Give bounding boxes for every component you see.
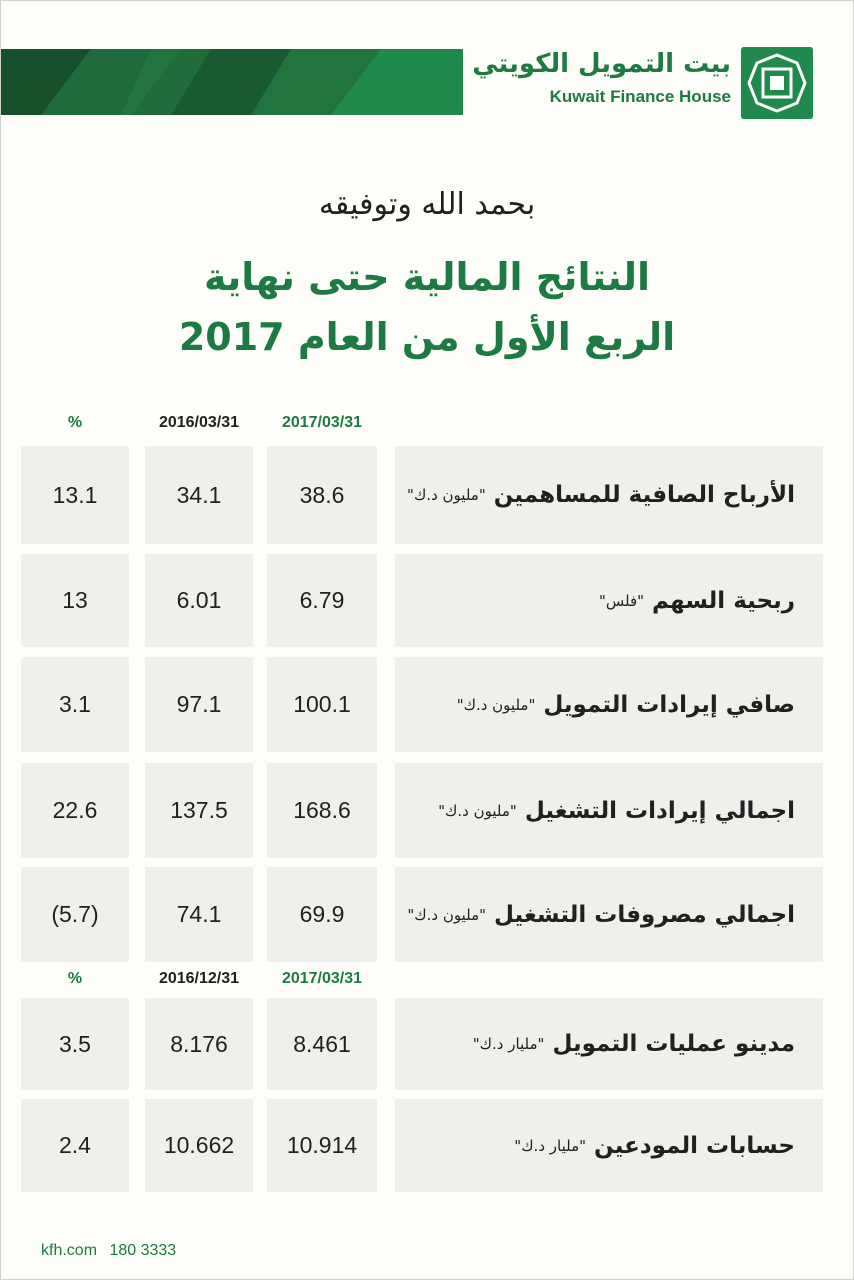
cell-current: 8.461	[267, 998, 377, 1090]
row-label	[395, 763, 823, 858]
row-label	[395, 998, 823, 1090]
cell-current: 69.9	[267, 867, 377, 962]
column-header-current: 2017/03/31	[281, 414, 363, 431]
row-label-text: اجمالي إيرادات التشغيل	[524, 797, 795, 824]
cell-percent: (5.7)	[21, 867, 129, 962]
row-unit: "مليار د.ك"	[514, 1136, 587, 1155]
intro-text: بحمد الله وتوفيقه	[318, 187, 536, 222]
footer	[41, 1242, 176, 1260]
row-label-text: اجمالي مصروفات التشغيل	[494, 901, 795, 928]
row-label-text: الأرباح الصافية للمساهمين	[493, 482, 795, 508]
table-row	[21, 657, 823, 752]
cell-percent: 3.1	[21, 657, 129, 752]
row-unit: "مليون د.ك"	[438, 801, 517, 820]
cell-previous: 74.1	[145, 867, 253, 962]
cell-previous: 97.1	[145, 657, 253, 752]
cell-current: 6.79	[267, 554, 377, 647]
cell-previous: 137.5	[145, 763, 253, 858]
row-unit: "مليار د.ك"	[472, 1035, 545, 1053]
column-header-previous: 2016/03/31	[158, 414, 240, 431]
logo-english-name: Kuwait Finance House	[549, 87, 731, 106]
cell-percent: 3.5	[21, 998, 129, 1090]
cell-previous: 10.662	[145, 1099, 253, 1192]
row-label	[395, 554, 823, 647]
cell-current: 10.914	[267, 1099, 377, 1192]
cell-current: 168.6	[267, 763, 377, 858]
cell-percent: 2.4	[21, 1099, 129, 1192]
table-row	[21, 446, 823, 544]
row-label	[395, 657, 823, 752]
title-line-1: النتائج المالية حتى نهاية	[203, 255, 651, 299]
title-line-2: الربع الأول من العام 2017	[178, 315, 676, 359]
row-label-text: حسابات المودعين	[594, 1132, 795, 1159]
row-unit: "مليون د.ك"	[456, 695, 536, 714]
row-unit: "فلس"	[598, 591, 645, 610]
row-label-text: صافي إيرادات التمويل	[543, 691, 795, 718]
row-label	[395, 1099, 823, 1192]
cell-previous: 8.176	[145, 998, 253, 1090]
cell-percent: 13.1	[21, 446, 129, 544]
column-header-previous: 2016/12/31	[158, 970, 240, 987]
cell-current: 38.6	[267, 446, 377, 544]
footer-website-link[interactable]: kfh.com	[41, 1242, 98, 1259]
table-row	[21, 1099, 823, 1192]
table-row	[21, 998, 823, 1090]
footer-phone: 180 3333	[109, 1242, 177, 1259]
kfh-logo	[453, 47, 813, 119]
row-unit: "مليون د.ك"	[407, 486, 486, 504]
header-banner	[1, 49, 463, 115]
table-row	[21, 554, 823, 647]
cell-percent: 13	[21, 554, 129, 647]
row-unit: "مليون د.ك"	[407, 905, 487, 924]
cell-previous: 6.01	[145, 554, 253, 647]
kfh-emblem-icon	[741, 47, 813, 119]
cell-previous: 34.1	[145, 446, 253, 544]
row-label	[395, 867, 823, 962]
table-row	[21, 867, 823, 962]
row-label	[395, 446, 823, 544]
column-header-current: 2017/03/31	[281, 970, 363, 987]
column-header-percent: %	[67, 414, 83, 431]
column-header-percent: %	[67, 970, 83, 987]
row-label-text: ربحية السهم	[652, 587, 795, 614]
cell-percent: 22.6	[21, 763, 129, 858]
logo-arabic-name: بيت التمويل الكويتي	[472, 49, 731, 79]
table-row	[21, 763, 823, 858]
cell-current: 100.1	[267, 657, 377, 752]
row-label-text: مدينو عمليات التمويل	[552, 1031, 795, 1057]
page-title	[1, 247, 853, 367]
